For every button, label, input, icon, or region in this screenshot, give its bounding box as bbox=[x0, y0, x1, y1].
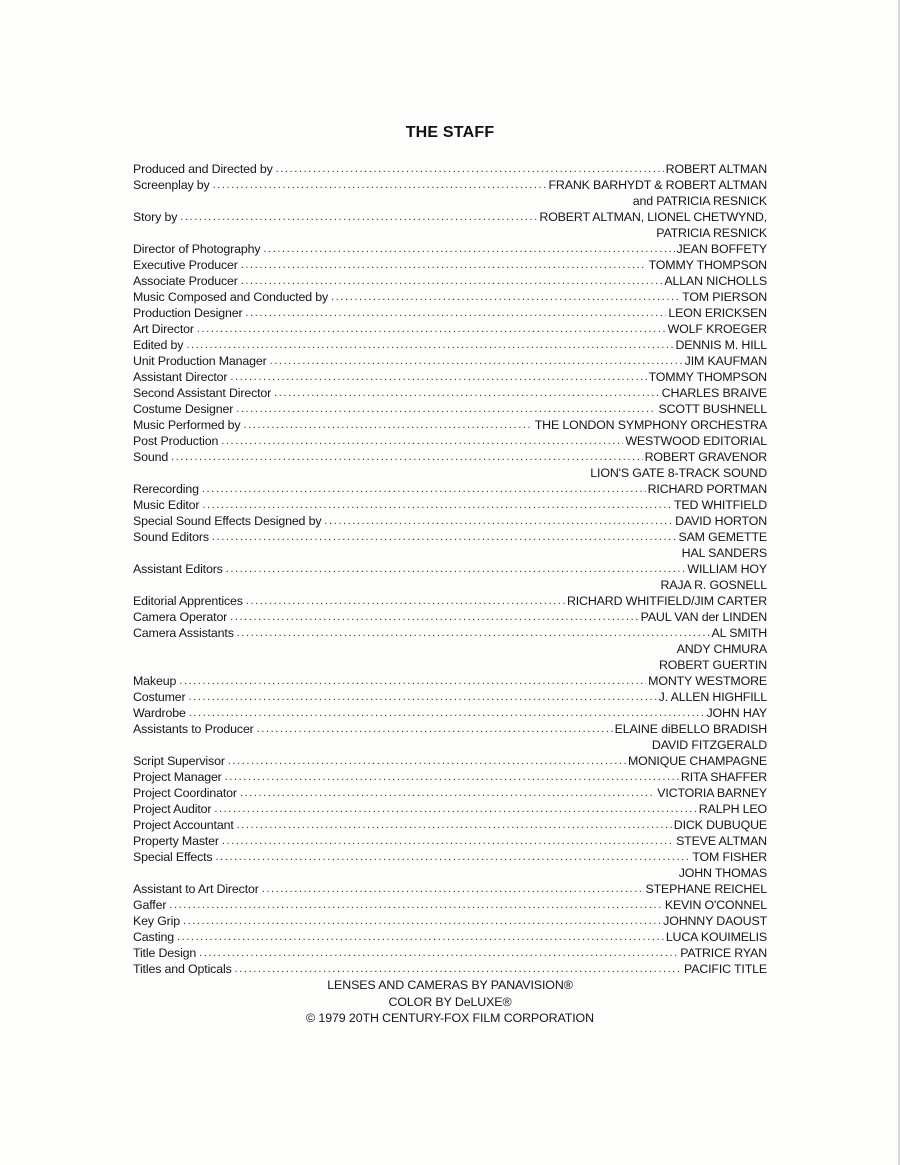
credit-row bbox=[133, 353, 767, 369]
credit-name: STEVE ALTMAN bbox=[676, 834, 767, 848]
credit-continuation-row bbox=[133, 865, 767, 881]
dot-leader bbox=[257, 721, 613, 737]
credit-role: Costume Designer bbox=[133, 402, 234, 416]
credit-row bbox=[133, 449, 767, 465]
credit-continuation-row bbox=[133, 657, 767, 673]
footer-notes bbox=[0, 977, 900, 1027]
credit-role: Story by bbox=[133, 210, 178, 224]
credit-role: Project Coordinator bbox=[133, 786, 237, 800]
credit-row bbox=[133, 753, 767, 769]
credit-role: Titles and Opticals bbox=[133, 962, 232, 976]
footer-copyright: © 1979 20TH CENTURY-FOX FILM CORPORATION bbox=[306, 1011, 594, 1025]
credit-row bbox=[133, 705, 767, 721]
credit-name: JOHN HAY bbox=[706, 706, 767, 720]
credit-row bbox=[133, 337, 767, 353]
credit-name: JOHNNY DAOUST bbox=[663, 914, 767, 928]
credit-row bbox=[133, 913, 767, 929]
dot-leader bbox=[240, 785, 655, 801]
credit-name: SCOTT BUSHNELL bbox=[658, 402, 767, 416]
credit-continuation-row bbox=[133, 577, 767, 593]
credit-name: STEPHANE REICHEL bbox=[645, 882, 767, 896]
credit-row bbox=[133, 321, 767, 337]
credit-row bbox=[133, 209, 767, 225]
dot-leader bbox=[324, 513, 673, 529]
credit-continuation-row bbox=[133, 545, 767, 561]
dot-leader bbox=[270, 353, 683, 369]
dot-leader bbox=[236, 401, 656, 417]
dot-leader bbox=[230, 609, 638, 625]
credit-role: Key Grip bbox=[133, 914, 181, 928]
credit-role: Executive Producer bbox=[133, 258, 238, 272]
dot-leader bbox=[221, 433, 623, 449]
credit-row bbox=[133, 817, 767, 833]
credit-role: Produced and Directed by bbox=[133, 162, 273, 176]
credit-name: ALLAN NICHOLLS bbox=[664, 274, 767, 288]
credit-name: TOM FISHER bbox=[692, 850, 767, 864]
credit-name: RICHARD PORTMAN bbox=[647, 482, 767, 496]
dot-leader bbox=[222, 833, 674, 849]
dot-leader bbox=[228, 753, 626, 769]
dot-leader bbox=[274, 385, 660, 401]
credit-role: Rerecording bbox=[133, 482, 199, 496]
credit-name: ROBERT GRAVENOR bbox=[644, 450, 767, 464]
credit-role: Makeup bbox=[133, 674, 177, 688]
credit-row bbox=[133, 721, 767, 737]
credit-role: Art Director bbox=[133, 322, 194, 336]
credit-role: Unit Production Manager bbox=[133, 354, 267, 368]
credit-row bbox=[133, 289, 767, 305]
dot-leader bbox=[241, 257, 647, 273]
credit-name: RICHARD WHITFIELD/JIM CARTER bbox=[566, 594, 767, 608]
credit-name: ROBERT ALTMAN bbox=[665, 162, 767, 176]
credit-role: Director of Photography bbox=[133, 242, 261, 256]
dot-leader bbox=[230, 369, 646, 385]
dot-leader bbox=[237, 625, 710, 641]
credit-name: WILLIAM HOY bbox=[687, 562, 767, 576]
dot-leader bbox=[241, 273, 663, 289]
dot-leader bbox=[225, 769, 679, 785]
credit-row bbox=[133, 689, 767, 705]
credit-row bbox=[133, 513, 767, 529]
credit-role: Camera Operator bbox=[133, 610, 228, 624]
credit-name: LION'S GATE 8-TRACK SOUND bbox=[590, 466, 767, 480]
credit-role: Music Performed by bbox=[133, 418, 241, 432]
credit-row bbox=[133, 401, 767, 417]
credit-row bbox=[133, 177, 767, 193]
dot-leader bbox=[189, 705, 705, 721]
footer-color: COLOR BY DeLUXE® bbox=[388, 994, 512, 1009]
dot-leader bbox=[215, 849, 690, 865]
credit-role: Associate Producer bbox=[133, 274, 238, 288]
credit-name: WOLF KROEGER bbox=[667, 322, 767, 336]
credit-name: RAJA R. GOSNELL bbox=[660, 578, 767, 592]
dot-leader bbox=[226, 561, 686, 577]
credit-role: Sound bbox=[133, 450, 169, 464]
dot-leader bbox=[262, 881, 644, 897]
footer-lenses: LENSES AND CAMERAS BY PANAVISION® bbox=[327, 978, 573, 992]
credit-row bbox=[133, 625, 767, 641]
credit-row bbox=[133, 673, 767, 689]
dot-leader bbox=[171, 449, 643, 465]
credit-name: RITA SHAFFER bbox=[680, 770, 767, 784]
dot-leader bbox=[263, 241, 674, 257]
credit-role: Project Manager bbox=[133, 770, 222, 784]
dot-leader bbox=[183, 913, 661, 929]
credit-name: RALPH LEO bbox=[698, 802, 767, 816]
credit-name: PATRICIA RESNICK bbox=[656, 226, 767, 240]
credit-name: DAVID FITZGERALD bbox=[651, 738, 767, 752]
credit-role: Script Supervisor bbox=[133, 754, 225, 768]
credit-row bbox=[133, 881, 767, 897]
credit-role: Costumer bbox=[133, 690, 186, 704]
credit-name: PATRICE RYAN bbox=[680, 946, 767, 960]
dot-leader bbox=[276, 161, 664, 177]
credit-name: KEVIN O'CONNEL bbox=[664, 898, 767, 912]
credit-row bbox=[133, 497, 767, 513]
credit-name: FRANK BARHYDT & ROBERT ALTMAN bbox=[548, 178, 767, 192]
credit-role: Wardrobe bbox=[133, 706, 186, 720]
credit-row bbox=[133, 385, 767, 401]
dot-leader bbox=[331, 289, 680, 305]
credit-row bbox=[133, 273, 767, 289]
credit-role: Sound Editors bbox=[133, 530, 209, 544]
credit-continuation-row bbox=[133, 465, 767, 481]
dot-leader bbox=[197, 321, 666, 337]
dot-leader bbox=[199, 945, 678, 961]
credit-name: DENNIS M. HILL bbox=[675, 338, 767, 352]
credit-row bbox=[133, 369, 767, 385]
credit-name: WESTWOOD EDITORIAL bbox=[625, 434, 767, 448]
credit-role: Casting bbox=[133, 930, 174, 944]
credit-row bbox=[133, 241, 767, 257]
dot-leader bbox=[202, 497, 672, 513]
credits-list bbox=[133, 161, 767, 977]
credit-row bbox=[133, 609, 767, 625]
dot-leader bbox=[177, 929, 664, 945]
credit-role: Gaffer bbox=[133, 898, 167, 912]
credit-name: ELAINE diBELLO BRADISH bbox=[614, 722, 767, 736]
credit-role: Special Sound Effects Designed by bbox=[133, 514, 322, 528]
credit-row bbox=[133, 529, 767, 545]
credit-name: MONIQUE CHAMPAGNE bbox=[627, 754, 767, 768]
credit-name: CHARLES BRAIVE bbox=[661, 386, 767, 400]
dot-leader bbox=[179, 673, 646, 689]
credit-continuation-row bbox=[133, 193, 767, 209]
credit-role: Project Auditor bbox=[133, 802, 212, 816]
credit-name: ANDY CHMURA bbox=[676, 642, 767, 656]
credit-name: DICK DUBUQUE bbox=[673, 818, 767, 832]
credit-name: PAUL VAN der LINDEN bbox=[640, 610, 767, 624]
credit-role: Project Accountant bbox=[133, 818, 234, 832]
dot-leader bbox=[243, 417, 532, 433]
credit-role: Property Master bbox=[133, 834, 219, 848]
credit-role: Title Design bbox=[133, 946, 197, 960]
credit-row bbox=[133, 833, 767, 849]
credit-name: J. ALLEN HIGHFILL bbox=[658, 690, 767, 704]
credit-row bbox=[133, 433, 767, 449]
dot-leader bbox=[213, 177, 547, 193]
credit-name: ROBERT GUERTIN bbox=[658, 658, 767, 672]
dot-leader bbox=[212, 529, 677, 545]
credit-name: TED WHITFIELD bbox=[673, 498, 767, 512]
credit-role: Second Assistant Director bbox=[133, 386, 272, 400]
credit-role: Editorial Apprentices bbox=[133, 594, 243, 608]
credit-name: LUCA KOUIMELIS bbox=[665, 930, 767, 944]
credit-row bbox=[133, 961, 767, 977]
credit-continuation-row bbox=[133, 737, 767, 753]
credit-row bbox=[133, 929, 767, 945]
credit-row bbox=[133, 481, 767, 497]
dot-leader bbox=[202, 481, 646, 497]
credit-role: Production Designer bbox=[133, 306, 243, 320]
credit-name: JOHN THOMAS bbox=[678, 866, 767, 880]
credit-name: ROBERT ALTMAN, LIONEL CHETWYND, bbox=[539, 210, 767, 224]
credit-continuation-row bbox=[133, 225, 767, 241]
credit-role: Assistant Editors bbox=[133, 562, 223, 576]
dot-leader bbox=[235, 961, 682, 977]
credit-role: Post Production bbox=[133, 434, 219, 448]
page-title: THE STAFF bbox=[405, 124, 495, 141]
credit-name: VICTORIA BARNEY bbox=[657, 786, 767, 800]
credit-row bbox=[133, 593, 767, 609]
credit-name: JIM KAUFMAN bbox=[684, 354, 767, 368]
credit-name: TOM PIERSON bbox=[682, 290, 767, 304]
credit-name: PACIFIC TITLE bbox=[684, 962, 767, 976]
dot-leader bbox=[246, 593, 565, 609]
credit-row bbox=[133, 801, 767, 817]
credit-role: Camera Assistants bbox=[133, 626, 234, 640]
credit-continuation-row bbox=[133, 641, 767, 657]
credit-role: Assistant Director bbox=[133, 370, 228, 384]
dot-leader bbox=[189, 689, 657, 705]
credit-role: Music Composed and Conducted by bbox=[133, 290, 329, 304]
credit-row bbox=[133, 785, 767, 801]
credit-name: AL SMITH bbox=[711, 626, 767, 640]
credit-role: Screenplay by bbox=[133, 178, 210, 192]
dot-leader bbox=[180, 209, 537, 225]
credit-row bbox=[133, 561, 767, 577]
credit-name: JEAN BOFFETY bbox=[676, 242, 767, 256]
credit-row bbox=[133, 305, 767, 321]
credit-name: DAVID HORTON bbox=[675, 514, 767, 528]
dot-leader bbox=[237, 817, 672, 833]
dot-leader bbox=[186, 337, 673, 353]
credit-row bbox=[133, 257, 767, 273]
credit-name: SAM GEMETTE bbox=[678, 530, 767, 544]
credit-row bbox=[133, 849, 767, 865]
credit-row bbox=[133, 945, 767, 961]
credit-name: LEON ERICKSEN bbox=[668, 306, 767, 320]
credit-row bbox=[133, 897, 767, 913]
credit-name: TOMMY THOMPSON bbox=[648, 370, 767, 384]
credit-name: HAL SANDERS bbox=[681, 546, 767, 560]
credit-role: Assistant to Art Director bbox=[133, 882, 259, 896]
credit-role: Edited by bbox=[133, 338, 184, 352]
credit-row bbox=[133, 417, 767, 433]
credit-name: TOMMY THOMPSON bbox=[648, 258, 767, 272]
dot-leader bbox=[169, 897, 663, 913]
credit-name: and PATRICIA RESNICK bbox=[632, 194, 767, 208]
credit-role: Assistants to Producer bbox=[133, 722, 254, 736]
credit-role: Music Editor bbox=[133, 498, 200, 512]
credit-row bbox=[133, 161, 767, 177]
dot-leader bbox=[245, 305, 666, 321]
credit-name: THE LONDON SYMPHONY ORCHESTRA bbox=[534, 418, 767, 432]
credit-role: Special Effects bbox=[133, 850, 213, 864]
credit-name: MONTY WESTMORE bbox=[648, 674, 767, 688]
credit-row bbox=[133, 769, 767, 785]
dot-leader bbox=[214, 801, 696, 817]
